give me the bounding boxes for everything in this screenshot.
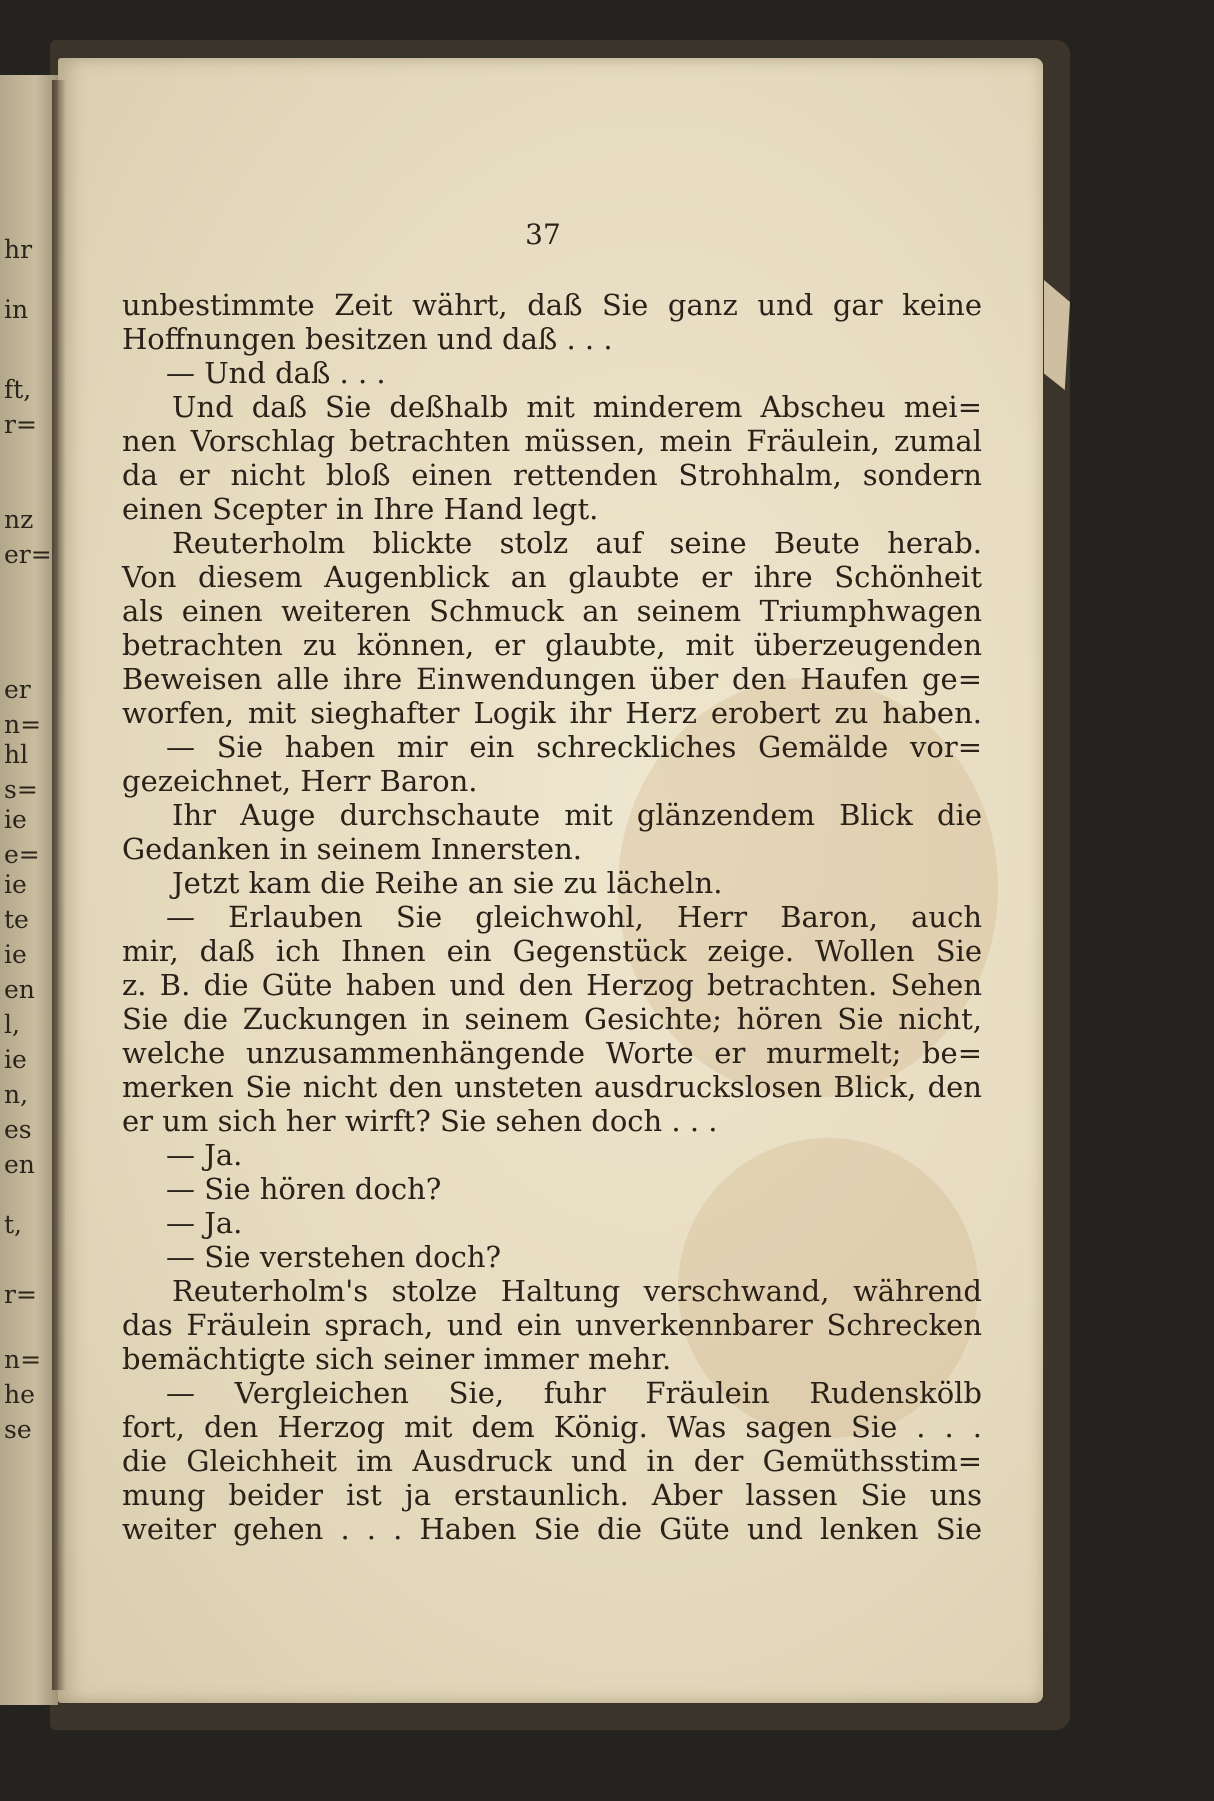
margin-fragment: te <box>4 905 29 934</box>
text-line: Beweisen alle ihre Einwendungen über den Haufen ge= <box>122 662 982 696</box>
margin-fragment: ie <box>4 940 27 969</box>
text-line: bemächtigte sich seiner immer mehr. <box>122 1342 672 1376</box>
text-line: Gedanken in seinem Innersten. <box>122 832 582 866</box>
margin-fragment: t, <box>4 1210 22 1239</box>
text-line: mung beider ist ja erstaunlich. Aber lassen Sie uns <box>122 1478 982 1512</box>
margin-fragment: en <box>4 1150 35 1179</box>
text-line: worfen, mit sieghafter Logik ihr Herz erobert zu haben. <box>122 696 982 730</box>
text-line: nen Vorschlag betrachten müssen, mein Fräulein, zumal <box>122 424 982 458</box>
text-line: Hoffnungen besitzen und daß . . . <box>122 322 613 356</box>
text-line: — Sie verstehen doch? <box>166 1240 502 1274</box>
text-line: betrachten zu können, er glaubte, mit überzeugenden <box>122 628 982 662</box>
text-line: Sie die Zuckungen in seinem Gesichte; hören Sie nicht, <box>122 1002 982 1036</box>
book-page <box>58 58 1043 1703</box>
text-line: fort, den Herzog mit dem König. Was sagen Sie . . . <box>122 1410 982 1444</box>
margin-fragment: in <box>4 295 29 324</box>
text-line: als einen weiteren Schmuck an seinem Triumphwagen <box>122 594 982 628</box>
text-line: Von diesem Augenblick an glaubte er ihre Schönheit <box>122 560 982 594</box>
body-text <box>58 58 1043 1703</box>
text-line: — Ja. <box>166 1138 243 1172</box>
margin-fragment: n, <box>4 1080 29 1109</box>
margin-fragment: n= <box>4 710 42 739</box>
margin-fragment: l, <box>4 1010 20 1039</box>
text-line: merken Sie nicht den unsteten ausdruckslosen Blick, den <box>122 1070 982 1104</box>
text-line: — Vergleichen Sie, fuhr Fräulein Rudenskölb <box>166 1376 982 1410</box>
margin-fragment: es <box>4 1115 32 1144</box>
spine-shadow <box>52 80 66 1690</box>
margin-fragment: er <box>4 675 31 704</box>
text-line: Ihr Auge durchschaute mit glänzendem Blick die <box>172 798 982 832</box>
margin-fragment: r= <box>4 410 37 439</box>
page-number: 37 <box>525 218 561 251</box>
text-line: Reuterholm blickte stolz auf seine Beute herab. <box>172 526 982 560</box>
margin-fragment: ie <box>4 805 27 834</box>
text-line: weiter gehen . . . Haben Sie die Güte und lenken Sie <box>122 1512 982 1546</box>
text-line: einen Scepter in Ihre Hand legt. <box>122 492 599 526</box>
text-line: — Sie hören doch? <box>166 1172 442 1206</box>
margin-fragment: hl <box>4 740 29 769</box>
margin-fragment: ft, <box>4 375 32 404</box>
text-line: Reuterholm's stolze Haltung verschwand, während <box>172 1274 982 1308</box>
margin-fragment: he <box>4 1380 35 1409</box>
margin-fragment: en <box>4 975 35 1004</box>
text-line: gezeichnet, Herr Baron. <box>122 764 478 798</box>
text-line: mir, daß ich Ihnen ein Gegenstück zeige. Wollen Sie <box>122 934 982 968</box>
text-line: Und daß Sie deßhalb mit minderem Abscheu mei= <box>172 390 982 424</box>
margin-fragment: hr <box>4 235 33 264</box>
margin-fragment: nz <box>4 505 34 534</box>
text-line: Jetzt kam die Reihe an sie zu lächeln. <box>172 866 723 900</box>
margin-fragment: r= <box>4 1280 37 1309</box>
text-line: die Gleichheit im Ausdruck und in der Gemüthsstim= <box>122 1444 982 1478</box>
margin-fragment: er= <box>4 540 52 569</box>
margin-fragment: ie <box>4 870 27 899</box>
text-line: welche unzusammenhängende Worte er murmelt; be= <box>122 1036 982 1070</box>
margin-fragment: n= <box>4 1345 42 1374</box>
margin-fragment: se <box>4 1415 32 1444</box>
text-line: unbestimmte Zeit währt, daß Sie ganz und gar keine <box>122 288 982 322</box>
margin-fragment: e= <box>4 840 40 869</box>
previous-page-edge <box>0 75 58 1705</box>
text-line: — Und daß . . . <box>166 356 386 390</box>
text-line: — Sie haben mir ein schreckliches Gemälde vor= <box>166 730 982 764</box>
margin-fragment: ie <box>4 1045 27 1074</box>
text-line: z. B. die Güte haben und den Herzog betrachten. Sehen <box>122 968 982 1002</box>
text-line: er um sich her wirft? Sie sehen doch . . . <box>122 1104 718 1138</box>
margin-fragment: s= <box>4 775 38 804</box>
text-line: da er nicht bloß einen rettenden Strohhalm, sondern <box>122 458 982 492</box>
text-line: das Fräulein sprach, und ein unverkennbarer Schrecken <box>122 1308 982 1342</box>
text-line: — Erlauben Sie gleichwohl, Herr Baron, auch <box>166 900 982 934</box>
text-line: — Ja. <box>166 1206 243 1240</box>
